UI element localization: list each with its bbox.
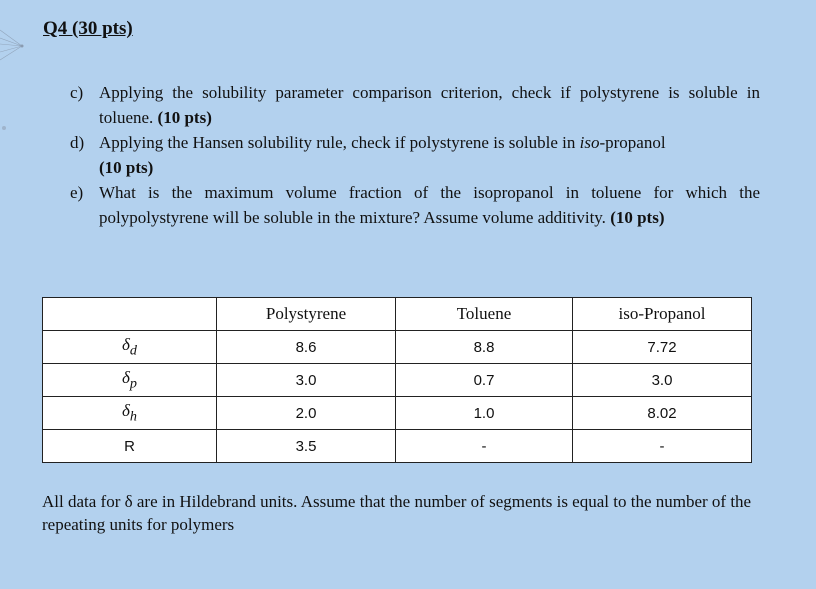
question-text-italic: iso [579, 133, 600, 152]
table-cell: 3.0 [573, 364, 752, 397]
symbol-base: R [124, 437, 135, 455]
table-header-cell: Toluene [396, 298, 573, 331]
question-title: Q4 (30 pts) [43, 18, 133, 39]
symbol-base: δ [122, 334, 130, 354]
table-header-cell [43, 298, 217, 331]
question-text: Applying the solubility parameter comparison criterion, check if polystyrene is soluble in toluene. [99, 83, 760, 127]
question-points: (10 pts) [157, 108, 212, 127]
question-points: (10 pts) [99, 158, 154, 177]
table-row-label [43, 397, 217, 430]
symbol-sub: d [129, 342, 137, 359]
table-cell: 8.6 [217, 331, 396, 364]
table-cell: 7.72 [573, 331, 752, 364]
table-cell: 1.0 [396, 397, 573, 430]
symbol-base: δ [122, 400, 130, 420]
symbol-sub: h [129, 408, 137, 425]
question-c [70, 80, 760, 130]
question-text: Applying the Hansen solubility rule, check if polystyrene is soluble in [99, 133, 580, 152]
question-text: What is the maximum volume fraction of the isopropanol in toluene for which the polypolystyrene will be soluble in the mixture? Assume volume additivity. [99, 183, 760, 227]
table-row [43, 364, 752, 397]
table-cell: - [396, 430, 573, 463]
table-cell: 3.5 [217, 430, 396, 463]
solubility-table [42, 297, 752, 463]
table-row-label [43, 430, 217, 463]
symbol-sub: p [129, 375, 137, 392]
table-header-row [43, 298, 752, 331]
table-header-cell: Polystyrene [217, 298, 396, 331]
question-label: c) [70, 83, 84, 102]
table-cell: 8.8 [396, 331, 573, 364]
table-cell: 0.7 [396, 364, 573, 397]
table-cell: 2.0 [217, 397, 396, 430]
table-cell: 8.02 [573, 397, 752, 430]
table-row [43, 397, 752, 430]
decorative-lines [0, 0, 40, 140]
table-cell: 3.0 [217, 364, 396, 397]
question-points: (10 pts) [610, 208, 665, 227]
question-list [70, 80, 760, 230]
table-row [43, 430, 752, 463]
question-e [70, 180, 760, 230]
symbol-base: δ [122, 367, 130, 387]
question-text: -propanol [599, 133, 666, 152]
table-row-label [43, 331, 217, 364]
table-row [43, 331, 752, 364]
footer-note: All data for δ are in Hildebrand units. Assume that the number of segments is equal to the number of the repeating units for polymers [42, 492, 752, 534]
table-row-label [43, 364, 217, 397]
table-header-cell: iso-Propanol [573, 298, 752, 331]
table-cell: - [573, 430, 752, 463]
question-label: e) [70, 183, 84, 202]
question-label: d) [70, 133, 85, 152]
question-d [70, 130, 760, 180]
